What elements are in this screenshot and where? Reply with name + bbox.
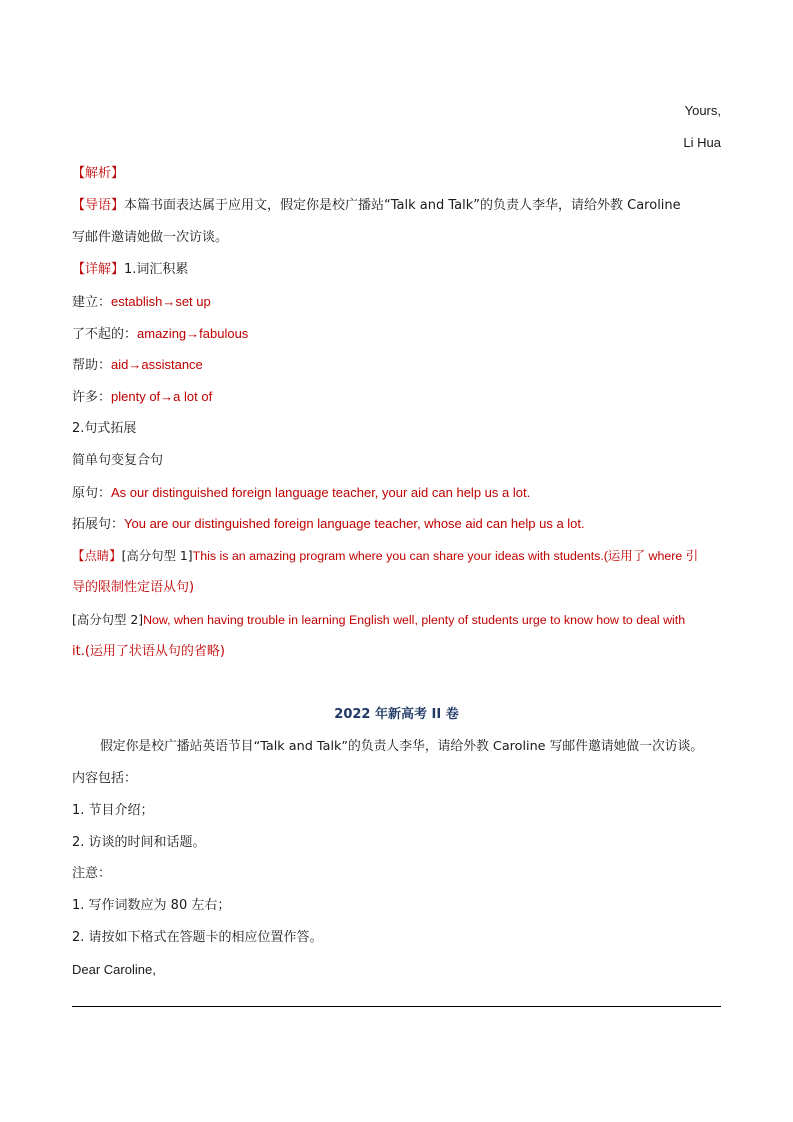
highlight-1-line-b: 导的限制性定语从句) <box>72 580 195 595</box>
vocab-en: establish→set up <box>111 294 211 309</box>
vocab-item <box>72 326 248 343</box>
vocab-cn: 帮助： <box>72 358 112 373</box>
highlight-1-text: This is an amazing program where you can share your ideas with students.(运用了 where 引 <box>192 549 699 563</box>
notes-item: 1. 写作词数应为 80 左右； <box>72 898 231 913</box>
highlight-2-line-a <box>72 612 685 628</box>
expanded-label: 拓展句： <box>72 517 125 532</box>
vocab-cn: 建立： <box>72 295 112 310</box>
highlight-2-text: Now, when having trouble in learning English well, plenty of students urge to know how to deal with <box>143 613 686 627</box>
vocab-cn: 许多： <box>72 390 112 405</box>
vocab-en: aid→assistance <box>111 357 203 372</box>
highlight-1-tag: [高分句型 1] <box>121 548 193 563</box>
exam-title: 2022 年新高考 II 卷 <box>334 707 459 722</box>
original-label: 原句： <box>72 486 112 501</box>
highlight-1-line-a <box>72 548 698 564</box>
original-text: As our distinguished foreign language teacher, your aid can help us a lot. <box>111 485 531 500</box>
vocab-item <box>72 294 211 311</box>
detail-line <box>72 262 188 278</box>
detail-label: 【详解】 <box>72 262 125 277</box>
detail-section-1: 1.词汇积累 <box>124 262 189 277</box>
highlight-2-line-b: it.(运用了状语从句的省略) <box>72 644 225 659</box>
vocab-en: amazing→fabulous <box>137 326 249 341</box>
analysis-heading: 【解析】 <box>72 166 125 181</box>
content-item: 2. 访谈的时间和话题。 <box>72 835 206 850</box>
notes-label: 注意： <box>72 866 112 881</box>
highlight-label: 【点睛】 <box>72 548 122 563</box>
guide-line-1 <box>72 198 681 214</box>
vocab-item <box>72 357 203 374</box>
letter-signature: Li Hua <box>683 135 721 150</box>
vocab-cn: 了不起的： <box>72 327 138 342</box>
answer-writing-line[interactable] <box>72 1006 721 1007</box>
exam-prompt: 假定你是校广播站英语节目“Talk and Talk”的负责人李华，请给外教 Caroline 写邮件邀请她做一次访谈。 <box>100 739 704 754</box>
vocab-item <box>72 389 212 406</box>
guide-line-2: 写邮件邀请她做一次访谈。 <box>72 230 229 245</box>
letter-closing: Yours, <box>684 103 721 118</box>
highlight-2-tag: [高分句型 2] <box>72 612 144 627</box>
guide-text-1: 本篇书面表达属于应用文，假定你是校广播站“Talk and Talk”的负责人李华，请给外教 Caroline <box>124 198 681 213</box>
guide-label: 【导语】 <box>72 198 125 213</box>
detail-section-2: 2.句式拓展 <box>72 421 137 436</box>
content-item: 1. 节目介绍； <box>72 803 154 818</box>
sentence-type: 简单句变复合句 <box>72 453 164 468</box>
content-label: 内容包括： <box>72 771 138 786</box>
salutation: Dear Caroline, <box>72 962 156 977</box>
original-sentence <box>72 485 530 502</box>
expanded-sentence <box>72 516 585 533</box>
vocab-en: plenty of→a lot of <box>111 389 213 404</box>
notes-item: 2. 请按如下格式在答题卡的相应位置作答。 <box>72 930 323 945</box>
expanded-text: You are our distinguished foreign language teacher, whose aid can help us a lot. <box>124 516 585 531</box>
